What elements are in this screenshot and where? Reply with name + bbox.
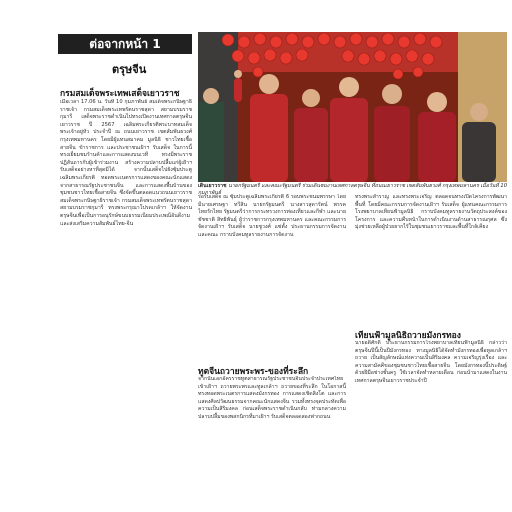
section2-body: จากนั้นเอกอัครราชทูตสาธารณรัฐประชาชนจีนประจำประเทศไทยเข้าเฝ้าฯ ถวายพระพรและทูลเกล้าฯ ถวายของที่ระลึก ในโอกาสนี้ทรงทอดพระเนตรการแสดงมังกรทอง การแสดงเชิดสิงโต และการแสดงศิลปวัฒนธรรมจากคณะนักแสดงจีน รวมทั้งทรงจุดประทัดเพื่อความเป็นสิริมงคล ก่อนเสด็จพระราชดำเนินกลับ ท่ามกลางความปลาบปลื้มของพสกนิกรที่มาเฝ้าฯ รับเสด็จตลอดสองฟากถนน (198, 376, 346, 420)
col2-body: รอรับเสด็จ ณ ซุ้มประตูเฉลิมพระเกียรติ 6 รอบพระชนมพรรษา โดยมีนายเศรษฐา ทวีสิน นายกรัฐมนตรี นางสาวสุดารัตน์ พรรคไทยรักไทย รัฐมนตรีว่าการกระทรวงการท่องเที่ยวและกีฬา และนายชัชชาติ สิทธิพันธุ์ ผู้ว่าราชการกรุงเทพมหานคร และคณะกรรมการจัดงานเฝ้าฯ รับเสด็จ นายชูวงศ์ แซ่ตั้ง ประธานกรรมการจัดงาน และคณะ กราบบังคมทูลรายงานการจัดงาน (198, 194, 346, 238)
event-photo (198, 32, 507, 182)
event-photo-illustration (198, 32, 507, 182)
photo-caption-text: นายกรัฐมนตรี และคณะรัฐมนตรี ร่วมเดินชมงานเทศกาลตรุษจีน ที่ถนนเยาวราช เขตสัมพันธวงศ์ กรุงเทพมหานคร เมื่อวันที่ 10 กุมภาพันธ์ (198, 183, 507, 196)
section1-body: เมื่อเวลา 17.06 น. วันที่ 10 กุมภาพันธ์ สมเด็จพระกนิษฐาธิราชเจ้า กรมสมเด็จพระเทพรัตนราชสุดา สยามบรมราชกุมารี เสด็จพระราชดำเนินไปทรงเปิดงานเทศกาลตรุษจีนเยาวราช ปี 2567 เฉลิมพระเกียรติพระบาทสมเด็จพระเจ้าอยู่หัว ประจำปี ณ ถนนเยาวราช เขตสัมพันธวงศ์ กรุงเทพมหานคร โดยมีผู้แทนสมาคม มูลนิธิ ชาวไทยเชื้อสายจีน ข้าราชการ และประชาชนเฝ้าฯ รับเสด็จ ในการนี้ทรงเยี่ยมชมร้านค้าและการแสดงบนเวที ทรงมีพระราชปฏิสันถารกับผู้เข้าร่วมงาน สร้างความปลาบปลื้มแก่ผู้เฝ้าฯ รับเสด็จอย่างหาที่สุดมิได้ จากนั้นเสด็จไปยังซุ้มประตูเฉลิมพระเกียรติ ทอดพระเนตรการแสดงของคณะนักแสดงจากสาธารณรัฐประชาชนจีน และการแสดงพื้นบ้านของชุมชนชาวไทยเชื้อสายจีน ซึ่งจัดขึ้นตลอดแนวถนนเยาวราช สมเด็จพระกนิษฐาธิราชเจ้า กรมสมเด็จพระเทพรัตนราชสุดา สยามบรมราชกุมารี ทรงพระกรุณาโปรดเกล้าฯ ให้จัดงานตรุษจีนเพื่อเป็นการอนุรักษ์ขนบธรรมเนียมประเพณีอันดีงาม และส่งเสริมความสัมพันธ์ไทย-จีน (60, 99, 192, 227)
photo-caption-lead: เดินเยาวราช (198, 183, 227, 189)
section3-heading: เทียนฟ้ามูลนิธิถวายมังกรทอง (355, 331, 461, 341)
section3-body: นายอดิศักดิ์ ประธานกรรมการโรงพยาบาลเทียนฟ้ามูลนิธิ กล่าวว่า ตรุษจีนปีนี้เป็นปีมังกรทอง ทางมูลนิธิได้จัดทำมังกรทองเพื่อทูลเกล้าฯ ถวาย เป็นสัญลักษณ์แห่งความเป็นสิริมงคล ความเจริญรุ่งเรือง และความสามัคคีของชุมชนชาวไทยเชื้อสายจีน โดยมังกรทองนี้ประดิษฐ์ด้วยฝีมือช่างชั้นครู ใช้เวลาจัดทำหลายเดือน ก่อนนำมาแสดงในงานเทศกาลตรุษจีนเยาวราชประจำปี (355, 340, 507, 384)
section1-heading: กรมสมเด็จพระเทพเสด็จเยาวราช (60, 89, 180, 99)
continued-banner: ต่อจากหน้า 1 (58, 34, 192, 54)
section2-heading: ทูตจีนถวายพระพร-ของที่ระลึก (198, 367, 309, 377)
col3-body: ทรงพระสำราญ และทรงพระเจริญ ตลอดจนทรงเปิดโครงการพัฒนาพื้นที่ โดยมีคณะกรรมการจัดงานเฝ้าฯ รับเสด็จ ผู้แทนคณะกรรมการโรงพยาบาลเทียนฟ้ามูลนิธิ กราบบังคมทูลรายงานวัตถุประสงค์ของโครงการ และความคืบหน้าในการดำเนินงานด้านสาธารณกุศล ซึ่งมุ่งช่วยเหลือผู้ป่วยยากไร้ในชุมชนเยาวราชและพื้นที่ใกล้เคียง (355, 194, 507, 231)
column-heading: ตรุษจีน (112, 63, 147, 76)
